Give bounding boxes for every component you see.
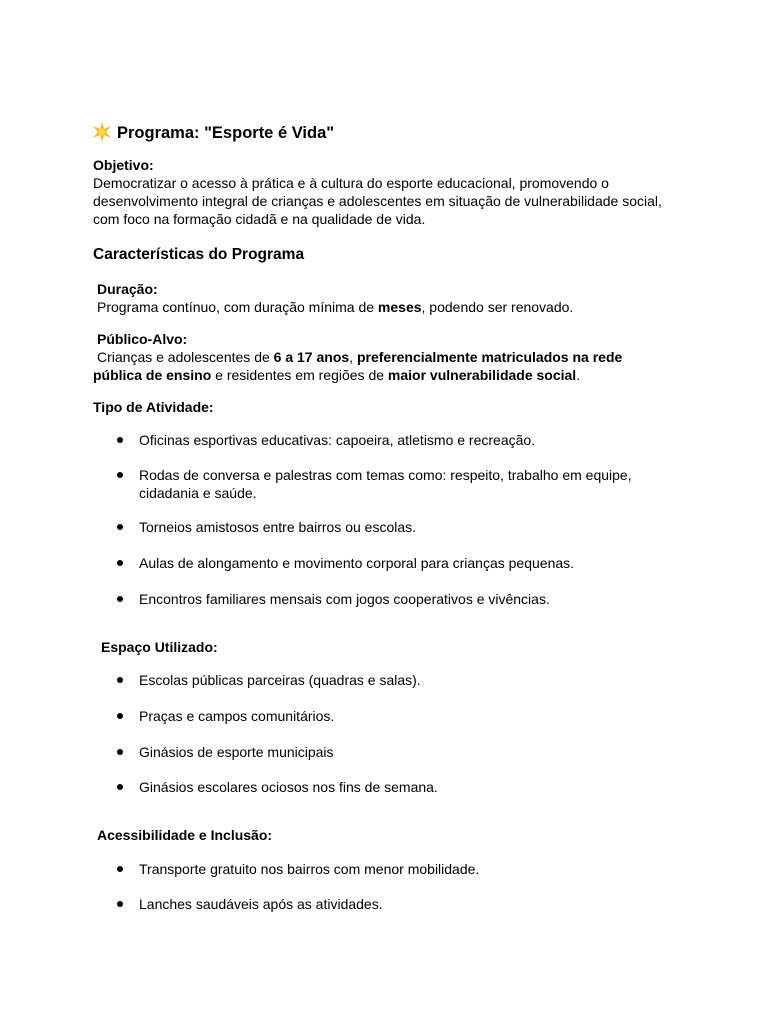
duration-text <box>97 298 573 316</box>
accessibility-label: Acessibilidade e Inclusão: <box>97 827 273 843</box>
sparkle-star-icon <box>92 122 112 142</box>
audience-l2-bold2: maior vulnerabilidade social <box>387 367 577 383</box>
accessibility-item-line: Lanches saudáveis após as atividades. <box>139 896 383 912</box>
objective-line-3: com foco na formação cidadã e na qualidade de vida. <box>93 211 426 227</box>
audience-label: Público-Alvo: <box>97 331 188 347</box>
activity-item-line: Oficinas esportivas educativas: capoeira, atletismo e recreação. <box>139 432 536 448</box>
space-item-text <box>139 778 438 796</box>
characteristics-heading: Características do Programa <box>93 246 305 263</box>
activity-item-line: Aulas de alongamento e movimento corporal para crianças pequenas. <box>139 555 575 571</box>
audience-l1-bold-school: preferencialmente matriculados na rede <box>356 349 623 365</box>
activity-item-line: cidadania e saúde. <box>139 485 257 501</box>
objective-label: Objetivo: <box>93 157 154 173</box>
activity-item-text <box>139 554 574 572</box>
accessibility-item-text <box>139 860 479 878</box>
activity-label: Tipo de Atividade: <box>93 399 214 415</box>
page-title <box>92 122 334 143</box>
audience-line-1 <box>97 348 622 366</box>
activity-item-text <box>139 518 416 536</box>
space-label: Espaço Utilizado: <box>101 639 218 655</box>
audience-l1-a: Crianças e adolescentes de <box>97 349 274 365</box>
space-item-line: Ginásios de esporte municipais <box>139 744 334 760</box>
duration-text-a: Programa contínuo, com duração mínima de <box>97 299 378 315</box>
audience-l1-mid: , <box>349 349 357 365</box>
space-item-line: Escolas públicas parceiras (quadras e salas). <box>139 672 421 688</box>
space-item-line: Praças e campos comunitários. <box>139 708 335 724</box>
space-item-text <box>139 743 334 761</box>
accessibility-item-text <box>139 895 383 913</box>
activity-item-text <box>139 466 632 502</box>
audience-l2-mid: e residentes em regiões de <box>211 367 388 383</box>
audience-l2-end: . <box>576 367 581 383</box>
objective-line-2: desenvolvimento integral de crianças e adolescentes em situação de vulnerabilidade social, <box>93 193 662 209</box>
space-item-text <box>139 707 334 725</box>
activity-item-text <box>139 431 535 449</box>
audience-l2-bold: pública de ensino <box>93 367 212 383</box>
objective-line-1: Democratizar o acesso à prática e à cultura do esporte educacional, promovendo o <box>93 175 609 191</box>
activity-item-line: Encontros familiares mensais com jogos cooperativos e vivências. <box>139 591 550 607</box>
activity-item-line: Torneios amistosos entre bairros ou escolas. <box>139 519 417 535</box>
space-item-line: Ginásios escolares ociosos nos fins de semana. <box>139 779 438 795</box>
duration-text-b: , podendo ser renovado. <box>421 299 574 315</box>
activity-item-text <box>139 590 550 608</box>
activity-item-line: Rodas de conversa e palestras com temas como: respeito, trabalho em equipe, <box>139 467 632 483</box>
duration-text-bold: meses <box>377 299 422 315</box>
space-item-text <box>139 671 421 689</box>
audience-line-2 <box>93 366 580 384</box>
duration-label: Duração: <box>97 281 158 297</box>
page-title-text: Programa: "Esporte é Vida" <box>117 124 335 142</box>
accessibility-item-line: Transporte gratuito nos bairros com menor mobilidade. <box>139 861 480 877</box>
audience-l1-bold-age: 6 a 17 anos <box>273 349 350 365</box>
